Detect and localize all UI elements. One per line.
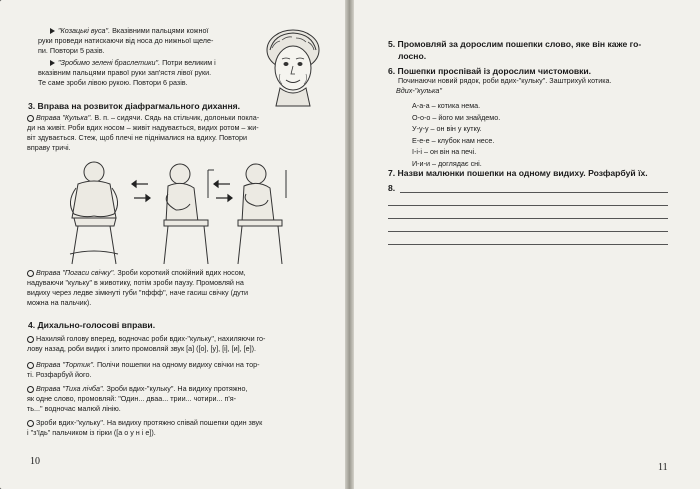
writing-line[interactable] [400, 192, 668, 193]
writing-line[interactable] [388, 244, 668, 245]
task-6-heading: 6. Пошепки проспівай із дорослим чистомовки. [388, 66, 592, 76]
circle-bullet-icon [27, 420, 34, 427]
triangle-bullet-icon [50, 60, 55, 66]
chant-line: У-у-у – он він у кутку. [412, 124, 482, 134]
face-illustration [262, 28, 324, 108]
text-block: руки проведи натискаючи від носа до нижньої щеле- пи. Повтори 5 разів. [38, 36, 214, 55]
writing-line[interactable] [388, 218, 668, 219]
exercise-tykha-lichba: Вправа "Тиха лічба". Зроби вдих-"кульку". На видиху протяжно, як одне слово, промовляй: "Один... дваа... трии... чотири... п'я- ть..." водночас малюй лінію. [27, 384, 248, 413]
exercise-naklon-holovy: Нахиляй голову вперед, водночас роби вдих-"кульку", нахиляючи го- лову назад, роби видих і злито промовляй звук [а] ([о], [у], [і], [и], [е]). [27, 334, 266, 353]
exercise-title: "Козацькі вуса". [58, 26, 111, 35]
exercise-title: Вправа "Кулька". [36, 113, 93, 122]
exercise-kulka: Вправа "Кулька". В. п. – сидячи. Сядь на стільчик, долоньки покла- ди на живіт. Роби вдих носом – живіт надувається, видих ротом – жи- віт здувається. Стеж, щоб плечі не піднімалися на вдиху. Повтори вправу тричі. [27, 113, 260, 152]
task-5: 5. Промовляй за дорослим пошепки слово, яке він каже го- лосно. [388, 39, 642, 61]
book-gutter [345, 0, 354, 489]
exercise-kozatski-vusa: "Козацькі вуса". Вказівними пальцями кожної [50, 26, 250, 36]
exercise-braslety: "Зробимо зелені браслетики". Потри великим і [50, 58, 265, 68]
triangle-bullet-icon [50, 28, 55, 34]
chant-line: А-а-а – котика нема. [412, 101, 481, 110]
circle-bullet-icon [27, 386, 34, 393]
writing-line[interactable] [388, 231, 668, 232]
circle-bullet-icon [27, 270, 34, 277]
circle-bullet-icon [27, 336, 34, 343]
task-7-heading: 7. Назви малюнки пошепки на одному видиху. Розфарбуй їх. [388, 168, 648, 178]
exercise-title: Вправа "Тиха лічба". [36, 384, 105, 393]
section-4-heading: 4. Дихально-голосові вправи. [28, 320, 156, 330]
left-page [0, 0, 345, 489]
exercise-pohasy-svichku: Вправа "Погаси свічку". Зроби короткий спокійний вдих носом, надуваючи "кульку" в животику, потім зроби паузу. Промовляй на видиху через ледве зімкнуті губи "пффф", наче гасиш свічку (дути можна на пальчик). [27, 268, 249, 307]
circle-bullet-icon [27, 362, 34, 369]
chant-line: Е-е-е – клубок нам несе. [412, 135, 495, 145]
exercise-title: Вправа "Тортик". [36, 360, 95, 369]
exercise-title: "Зробимо зелені браслетики". [58, 58, 161, 67]
exercise-tortyk: Вправа "Тортик". Полічи пошепки на одному видиху свічки на тор- ті. Розфарбуй його. [27, 360, 260, 379]
section-3-heading: 3. Вправа на розвиток діафрагмального дихання. [28, 101, 241, 111]
chant-line: І-і-і – он він на печі. [412, 147, 477, 157]
chant-line: И-и-и – доглядає сні. [412, 158, 482, 168]
chant-line: О-о-о – його ми знайдемо. [412, 112, 501, 122]
exercise-title: Вправа "Погаси свічку". [36, 268, 116, 277]
breathing-figures-illustration [60, 158, 310, 266]
circle-bullet-icon [27, 115, 34, 122]
task-8-label: 8. [388, 183, 396, 193]
writing-line[interactable] [388, 205, 668, 206]
task-6-label: Вдих-"кулька" [396, 86, 442, 95]
text-block: вказівним пальцями правої руки зап'ястя лівої руки. Те саме зроби лівою рукою. Повтори 6 разів. [38, 68, 212, 87]
page-number: 11 [658, 462, 668, 473]
exercise-hirka: Зроби вдих-"кульку". На видиху протяжно співай пошепки один звук і "з'їдь" пальчиком із гірки ([а о у н і е]). [27, 418, 263, 437]
chant-list [412, 100, 500, 170]
task-6-instruction: Починаючи новий рядок, роби вдих-"кульку". Заштрихуй котика. [398, 76, 612, 85]
page-number: 10 [30, 456, 40, 467]
right-page [354, 0, 700, 489]
